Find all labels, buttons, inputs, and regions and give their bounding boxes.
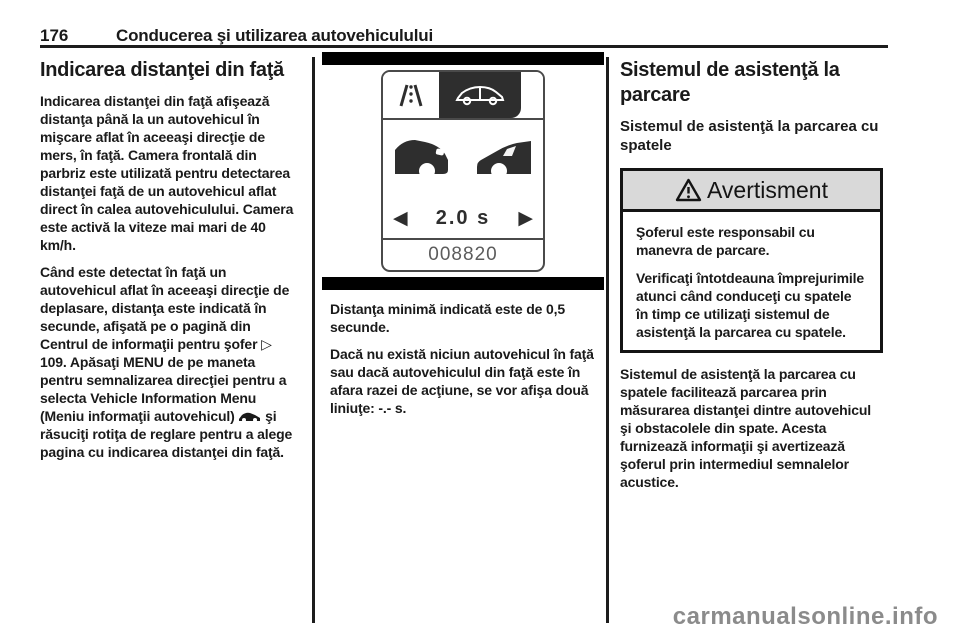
car-ahead-rear-icon <box>395 136 451 182</box>
section-title-park-assist: Sistemul de asistenţă la parcare <box>620 59 840 106</box>
vehicle-info-menu-reference: Vehicle Information Menu (Meniu informaţii autovehicul) <box>40 390 257 424</box>
paragraph-text: de pe maneta pentru semnalizarea direcţiei pentru a selecta <box>40 354 287 406</box>
warning-title: Avertisment <box>706 176 828 203</box>
paragraph-text: Când este detectat în faţă un autovehicul aflat în aceeaşi direcţie de deplasare, distanţa este indicată în secunde, afişată pe o pagină din Centrul de informaţii pentru şofer ▷ 109. Apăsaţi <box>40 264 290 370</box>
distance-value: 2.0 s <box>435 206 491 229</box>
display-tab-row <box>383 72 543 120</box>
display-cars-row <box>383 120 543 198</box>
column-divider-left <box>312 57 315 623</box>
own-car-front-icon <box>475 136 531 182</box>
left-column <box>40 58 300 470</box>
warning-paragraph-1: Şoferul este responsabil cu manevra de parcare. <box>636 224 815 258</box>
warning-triangle-icon <box>675 178 702 202</box>
figure-ref-number: 008820 <box>428 244 498 265</box>
paragraph-front-distance-2 <box>40 263 300 461</box>
section-title-front-distance: Indicarea distanţei din faţă <box>40 59 284 81</box>
header-rule <box>40 45 888 48</box>
tab-lane-assist <box>383 72 439 118</box>
display-distance-row <box>383 198 543 238</box>
figure-background <box>322 65 604 277</box>
warning-box <box>620 168 883 353</box>
menu-button-reference: MENU <box>123 354 164 370</box>
display-ref-row <box>383 238 543 270</box>
subsection-title-rear-park-assist: Sistemul de asistenţă la parcarea cu spatele <box>620 118 879 154</box>
tab-row-spacer <box>521 72 543 118</box>
lane-markings-icon <box>396 82 426 108</box>
tab-following-distance <box>439 72 521 118</box>
page-header-title: Conducerea şi utilizarea autovehiculului <box>116 26 433 45</box>
warning-box-body <box>620 212 883 353</box>
paragraph-rear-park-assist: Sistemul de asistenţă la parcarea cu spatele facilitează parcarea prin măsurarea distanţei dintre autovehicul şi obstacolele din spate. Acesta furnizează informaţii şi avertizează şoferul prin intermediul semnalelor acustice. <box>620 366 872 490</box>
warning-paragraph-2: Verificaţi întotdeauna împrejurimile atunci când conduceţi cu spatele în timp ce utilizaţi sistemul de asistenţă la parcarea cu spatele. <box>636 270 864 340</box>
left-arrow-icon: ◀ <box>393 207 408 229</box>
car-menu-icon <box>238 411 261 422</box>
figure-driver-info-display <box>322 52 604 290</box>
right-column <box>620 58 883 500</box>
paragraph-min-distance: Distanţa minimă indicată este de 0,5 secunde. <box>330 301 566 335</box>
display-panel <box>381 70 545 272</box>
right-arrow-icon: ▶ <box>518 207 533 229</box>
paragraph-text: şi răsuciţi rotiţa de reglare pentru a alege pagina cu indicarea distanţei din faţă. <box>40 408 293 460</box>
middle-column <box>330 300 594 426</box>
paragraph-no-vehicle: Dacă nu există niciun autovehicul în faţă sau dacă autovehiculul din faţă este în afara razei de acţiune, se vor afişa două liniuţe: -.- s. <box>330 346 594 416</box>
column-divider-right <box>606 57 609 623</box>
watermark-text: carmanualsonline.info <box>672 603 938 630</box>
car-side-outline-icon <box>454 84 506 106</box>
page-number: 176 <box>40 26 69 45</box>
paragraph-front-distance-1: Indicarea distanţei din faţă afişează distanţa până la un autovehicul în mişcare aflat în aceeaşi direcţie de mers, în faţă. Camera frontală din parbriz este utilizată pentru detectarea distanţei faţă de un autovehicul aflat direct în calea autovehiculului. Camera este activă la viteze mai mari de 40 km/h. <box>40 93 294 253</box>
warning-box-header <box>620 168 883 212</box>
